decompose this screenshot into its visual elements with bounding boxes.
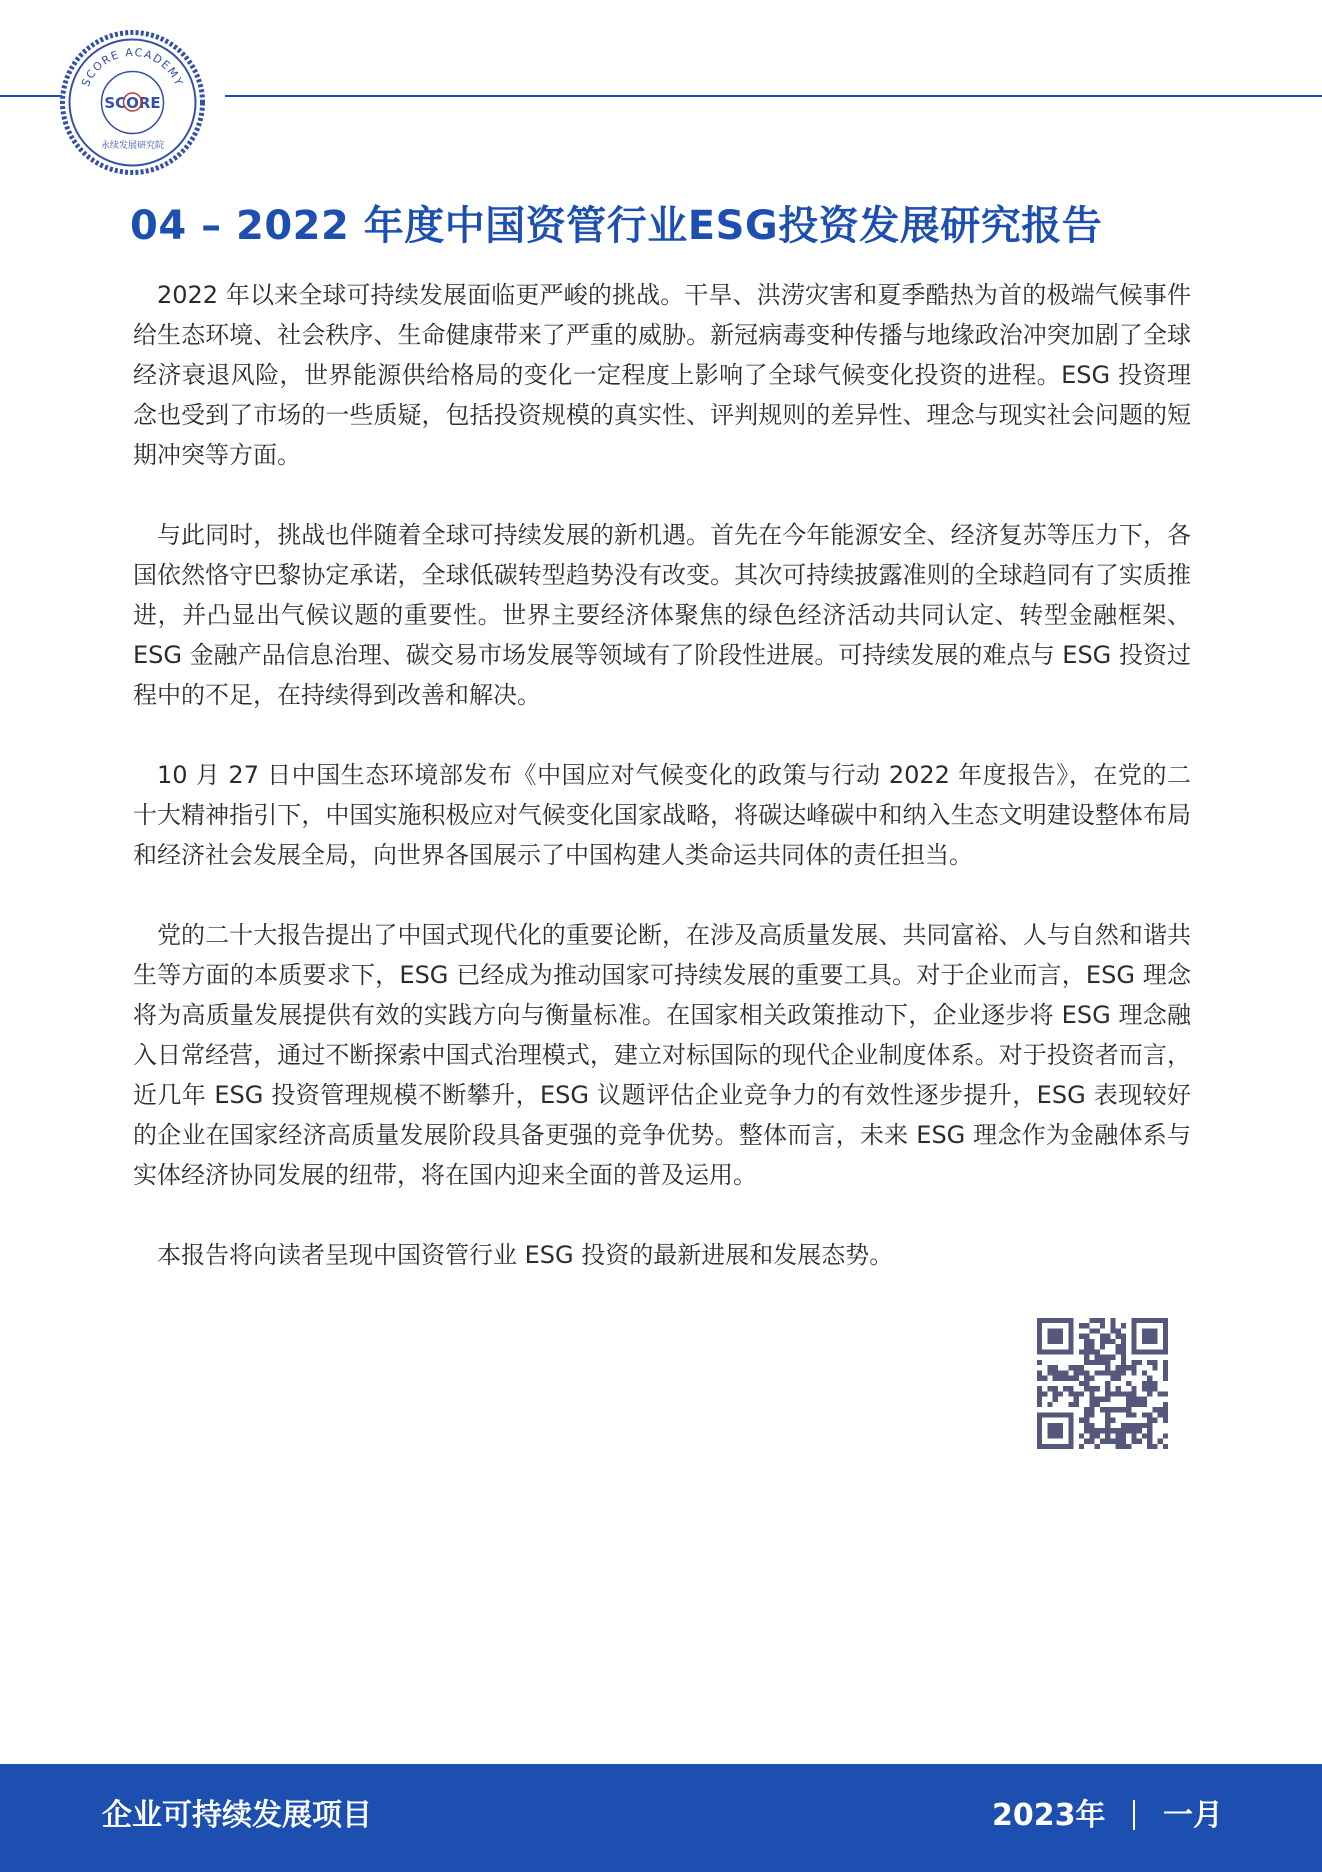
header-rule-right bbox=[225, 95, 1322, 97]
paragraph-challenges: 2022 年以来全球可持续发展面临更严峻的挑战。干旱、洪涝灾害和夏季酷热为首的极端气候事件给生态环境、社会秩序、生命健康带来了严重的威胁。新冠病毒变种传播与地缘政治冲突加剧了全球经济衰退风险，世界能源供给格局的变化一定程度上影响了全球气候变化投资的进程。ESG 投资理念也受到了市场的一些质疑，包括投资规模的真实性、评判规则的差异性、理念与现实社会问题的短期冲突等方面。 bbox=[133, 281, 1191, 469]
report-body bbox=[133, 275, 1191, 1315]
footer-divider bbox=[1133, 1800, 1135, 1830]
svg-text:永续发展研究院: 永续发展研究院 bbox=[100, 141, 165, 151]
score-academy-seal-logo bbox=[60, 30, 205, 175]
footer-bar bbox=[0, 1764, 1322, 1872]
svg-text:SCORE: SCORE bbox=[104, 94, 161, 112]
paragraph-opportunities: 与此同时，挑战也伴随着全球可持续发展的新机遇。首先在今年能源安全、经济复苏等压力下，各国依然恪守巴黎协定承诺，全球低碳转型趋势没有改变。其次可持续披露准则的全球趋同有了实质推进，并凸显出气候议题的重要性。世界主要经济体聚焦的绿色经济活动共同认定、转型金融框架、ESG 金融产品信息治理、碳交易市场发展等领域有了阶段性进展。可持续发展的难点与 ESG 投资过程中的不足，在持续得到改善和解决。 bbox=[133, 521, 1191, 709]
paragraph-policy-report: 10 月 27 日中国生态环境部发布《中国应对气候变化的政策与行动 2022 年度报告》，在党的二十大精神指引下，中国实施积极应对气候变化国家战略，将碳达峰碳中和纳入生态文明建设整体布局和经济社会发展全局，向世界各国展示了中国构建人类命运共同体的责任担当。 bbox=[133, 761, 1191, 869]
header-rule-left bbox=[0, 95, 62, 97]
qr-code-icon bbox=[1037, 1318, 1168, 1449]
paragraph-report-intro: 本报告将向读者呈现中国资管行业 ESG 投资的最新进展和发展态势。 bbox=[157, 1241, 894, 1269]
footer-year: 2023年 bbox=[992, 1798, 1106, 1833]
footer-project-label: 企业可持续发展项目 bbox=[102, 1798, 372, 1833]
footer-month: 一月 bbox=[1163, 1798, 1223, 1833]
paragraph-party-congress: 党的二十大报告提出了中国式现代化的重要论断，在涉及高质量发展、共同富裕、人与自然和谐共生等方面的本质要求下，ESG 已经成为推动国家可持续发展的重要工具。对于企业而言，ESG 理念将为高质量发展提供有效的实践方向与衡量标准。在国家相关政策推动下，企业逐步将 ESG 理念融入日常经营，通过不断探索中国式治理模式，建立对标国际的现代企业制度体系。对于投资者而言，近几年 ESG 投资管理规模不断攀升，ESG 议题评估企业竞争力的有效性逐步提升，ESG 表现较好的企业在国家经济高质量发展阶段具备更强的竞争优势。整体而言，未来 ESG 理念作为金融体系与实体经济协同发展的纽带，将在国内迎来全面的普及运用。 bbox=[133, 921, 1191, 1189]
page-title: 04 – 2022 年度中国资管行业ESG投资发展研究报告 bbox=[130, 203, 1103, 249]
svg-text:SCORE ACADEMY: SCORE ACADEMY bbox=[79, 45, 186, 89]
